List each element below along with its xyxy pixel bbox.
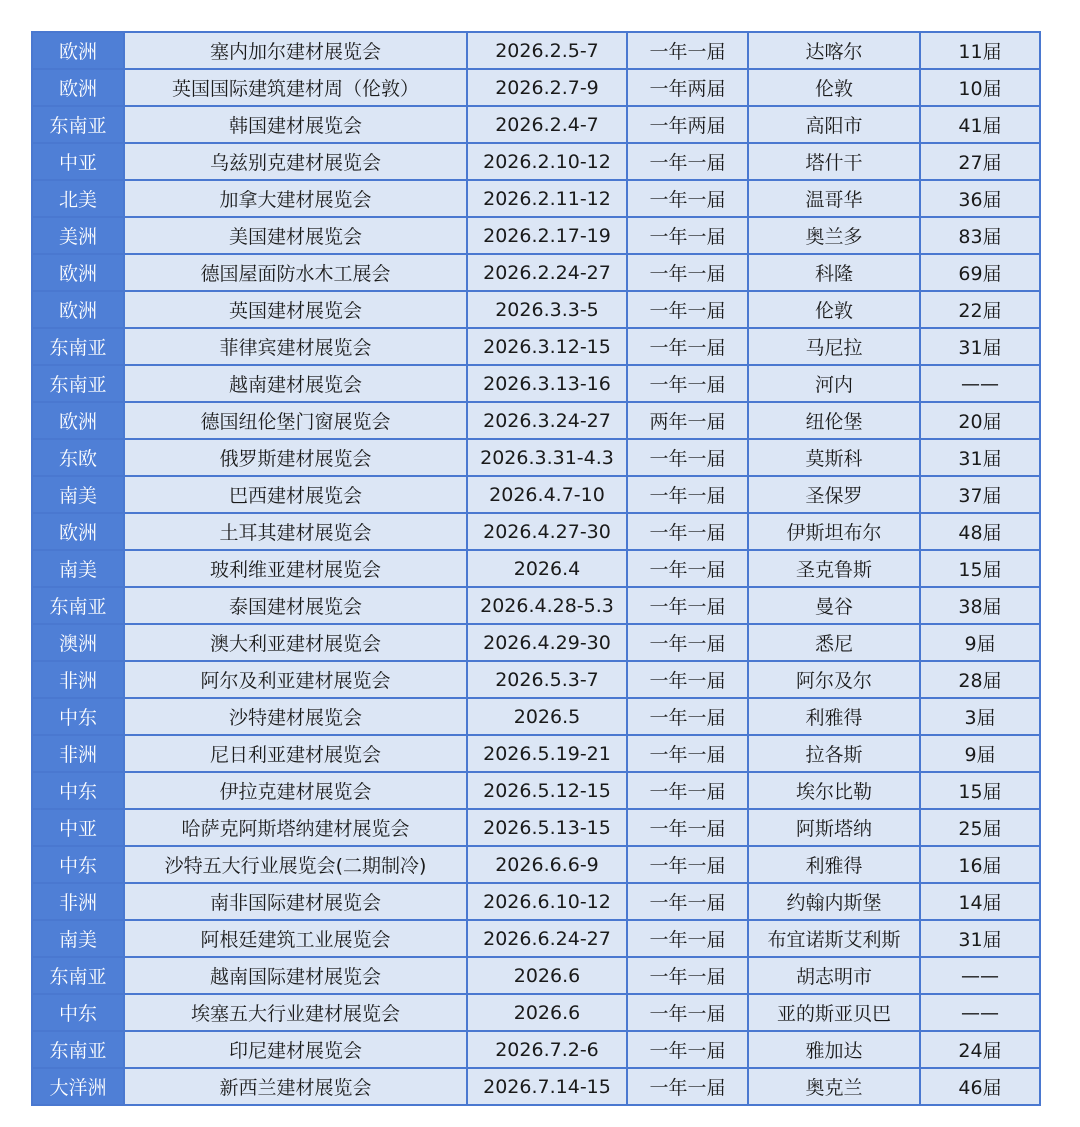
frequency-cell: 一年一届	[627, 180, 748, 217]
frequency-cell: 一年一届	[627, 624, 748, 661]
region-cell: 欧洲	[32, 513, 124, 550]
frequency-cell: 一年一届	[627, 1031, 748, 1068]
edition-cell: 36届	[920, 180, 1040, 217]
date-cell: 2026.2.11-12	[467, 180, 627, 217]
date-cell: 2026.2.4-7	[467, 106, 627, 143]
table-row	[32, 957, 1040, 994]
edition-cell: 41届	[920, 106, 1040, 143]
table-row	[32, 809, 1040, 846]
exhibition-name-cell: 巴西建材展览会	[124, 476, 467, 513]
edition-cell: 16届	[920, 846, 1040, 883]
table-row	[32, 883, 1040, 920]
city-cell: 雅加达	[748, 1031, 920, 1068]
frequency-cell: 一年一届	[627, 328, 748, 365]
exhibition-name-cell: 德国纽伦堡门窗展览会	[124, 402, 467, 439]
frequency-cell: 一年一届	[627, 698, 748, 735]
region-cell: 东南亚	[32, 365, 124, 402]
date-cell: 2026.7.14-15	[467, 1068, 627, 1105]
region-cell: 南美	[32, 920, 124, 957]
edition-cell: 46届	[920, 1068, 1040, 1105]
city-cell: 莫斯科	[748, 439, 920, 476]
exhibition-name-cell: 南非国际建材展览会	[124, 883, 467, 920]
exhibition-name-cell: 尼日利亚建材展览会	[124, 735, 467, 772]
table-row	[32, 32, 1040, 69]
region-cell: 中东	[32, 846, 124, 883]
table-row	[32, 550, 1040, 587]
table-row	[32, 328, 1040, 365]
frequency-cell: 一年一届	[627, 1068, 748, 1105]
table-row	[32, 476, 1040, 513]
frequency-cell: 一年一届	[627, 809, 748, 846]
region-cell: 中亚	[32, 143, 124, 180]
region-cell: 南美	[32, 476, 124, 513]
city-cell: 利雅得	[748, 698, 920, 735]
frequency-cell: 一年一届	[627, 772, 748, 809]
region-cell: 大洋洲	[32, 1068, 124, 1105]
frequency-cell: 一年一届	[627, 846, 748, 883]
region-cell: 非洲	[32, 661, 124, 698]
frequency-cell: 一年一届	[627, 587, 748, 624]
frequency-cell: 一年一届	[627, 254, 748, 291]
edition-cell: 15届	[920, 772, 1040, 809]
exhibition-name-cell: 越南建材展览会	[124, 365, 467, 402]
date-cell: 2026.3.12-15	[467, 328, 627, 365]
city-cell: 伦敦	[748, 291, 920, 328]
frequency-cell: 一年一届	[627, 439, 748, 476]
city-cell: 圣保罗	[748, 476, 920, 513]
region-cell: 东欧	[32, 439, 124, 476]
edition-cell: 69届	[920, 254, 1040, 291]
region-cell: 东南亚	[32, 106, 124, 143]
exhibition-name-cell: 韩国建材展览会	[124, 106, 467, 143]
city-cell: 伦敦	[748, 69, 920, 106]
frequency-cell: 一年一届	[627, 550, 748, 587]
frequency-cell: 一年两届	[627, 69, 748, 106]
edition-cell: 28届	[920, 661, 1040, 698]
table-row	[32, 180, 1040, 217]
edition-cell: ——	[920, 994, 1040, 1031]
date-cell: 2026.2.17-19	[467, 217, 627, 254]
table-row	[32, 994, 1040, 1031]
table-row	[32, 254, 1040, 291]
frequency-cell: 一年一届	[627, 365, 748, 402]
table-row	[32, 772, 1040, 809]
exhibition-name-cell: 英国国际建筑建材周（伦敦）	[124, 69, 467, 106]
table-row	[32, 920, 1040, 957]
city-cell: 悉尼	[748, 624, 920, 661]
city-cell: 奥兰多	[748, 217, 920, 254]
exhibition-table	[31, 31, 1041, 1106]
frequency-cell: 一年一届	[627, 883, 748, 920]
region-cell: 东南亚	[32, 587, 124, 624]
date-cell: 2026.4	[467, 550, 627, 587]
exhibition-name-cell: 塞内加尔建材展览会	[124, 32, 467, 69]
edition-cell: 14届	[920, 883, 1040, 920]
date-cell: 2026.6.24-27	[467, 920, 627, 957]
date-cell: 2026.2.10-12	[467, 143, 627, 180]
exhibition-name-cell: 印尼建材展览会	[124, 1031, 467, 1068]
edition-cell: 38届	[920, 587, 1040, 624]
exhibition-name-cell: 泰国建材展览会	[124, 587, 467, 624]
table-row	[32, 439, 1040, 476]
frequency-cell: 一年两届	[627, 106, 748, 143]
exhibition-name-cell: 澳大利亚建材展览会	[124, 624, 467, 661]
edition-cell: 37届	[920, 476, 1040, 513]
date-cell: 2026.4.7-10	[467, 476, 627, 513]
edition-cell: 10届	[920, 69, 1040, 106]
region-cell: 美洲	[32, 217, 124, 254]
table-row	[32, 624, 1040, 661]
exhibition-name-cell: 美国建材展览会	[124, 217, 467, 254]
edition-cell: 27届	[920, 143, 1040, 180]
date-cell: 2026.5.12-15	[467, 772, 627, 809]
date-cell: 2026.5.13-15	[467, 809, 627, 846]
table-row	[32, 1031, 1040, 1068]
date-cell: 2026.5.19-21	[467, 735, 627, 772]
date-cell: 2026.5.3-7	[467, 661, 627, 698]
date-cell: 2026.2.24-27	[467, 254, 627, 291]
table-row	[32, 513, 1040, 550]
edition-cell: 31届	[920, 439, 1040, 476]
frequency-cell: 一年一届	[627, 661, 748, 698]
city-cell: 曼谷	[748, 587, 920, 624]
table-row	[32, 846, 1040, 883]
city-cell: 拉各斯	[748, 735, 920, 772]
edition-cell: 48届	[920, 513, 1040, 550]
frequency-cell: 一年一届	[627, 735, 748, 772]
exhibition-name-cell: 菲律宾建材展览会	[124, 328, 467, 365]
date-cell: 2026.6.10-12	[467, 883, 627, 920]
region-cell: 欧洲	[32, 32, 124, 69]
table-row	[32, 587, 1040, 624]
edition-cell: 83届	[920, 217, 1040, 254]
frequency-cell: 一年一届	[627, 143, 748, 180]
date-cell: 2026.3.24-27	[467, 402, 627, 439]
table-row	[32, 1068, 1040, 1105]
edition-cell: 9届	[920, 735, 1040, 772]
region-cell: 澳洲	[32, 624, 124, 661]
table-row	[32, 143, 1040, 180]
table-row	[32, 735, 1040, 772]
table-row	[32, 291, 1040, 328]
exhibition-name-cell: 沙特建材展览会	[124, 698, 467, 735]
city-cell: 亚的斯亚贝巴	[748, 994, 920, 1031]
region-cell: 中东	[32, 772, 124, 809]
date-cell: 2026.3.3-5	[467, 291, 627, 328]
edition-cell: 31届	[920, 920, 1040, 957]
region-cell: 东南亚	[32, 328, 124, 365]
date-cell: 2026.7.2-6	[467, 1031, 627, 1068]
exhibition-name-cell: 德国屋面防水木工展会	[124, 254, 467, 291]
exhibition-name-cell: 加拿大建材展览会	[124, 180, 467, 217]
exhibition-name-cell: 乌兹别克建材展览会	[124, 143, 467, 180]
date-cell: 2026.6	[467, 994, 627, 1031]
exhibition-name-cell: 英国建材展览会	[124, 291, 467, 328]
edition-cell: 9届	[920, 624, 1040, 661]
exhibition-name-cell: 哈萨克阿斯塔纳建材展览会	[124, 809, 467, 846]
edition-cell: 15届	[920, 550, 1040, 587]
edition-cell: 31届	[920, 328, 1040, 365]
frequency-cell: 一年一届	[627, 994, 748, 1031]
region-cell: 非洲	[32, 883, 124, 920]
date-cell: 2026.6	[467, 957, 627, 994]
city-cell: 温哥华	[748, 180, 920, 217]
exhibition-name-cell: 玻利维亚建材展览会	[124, 550, 467, 587]
frequency-cell: 一年一届	[627, 217, 748, 254]
region-cell: 南美	[32, 550, 124, 587]
region-cell: 欧洲	[32, 291, 124, 328]
edition-cell: 25届	[920, 809, 1040, 846]
region-cell: 非洲	[32, 735, 124, 772]
exhibition-table-body	[32, 32, 1040, 1105]
region-cell: 中东	[32, 994, 124, 1031]
frequency-cell: 一年一届	[627, 476, 748, 513]
city-cell: 纽伦堡	[748, 402, 920, 439]
edition-cell: 3届	[920, 698, 1040, 735]
edition-cell: 11届	[920, 32, 1040, 69]
edition-cell: 22届	[920, 291, 1040, 328]
table-row	[32, 69, 1040, 106]
date-cell: 2026.4.27-30	[467, 513, 627, 550]
frequency-cell: 一年一届	[627, 32, 748, 69]
region-cell: 欧洲	[32, 69, 124, 106]
city-cell: 布宜诺斯艾利斯	[748, 920, 920, 957]
date-cell: 2026.3.13-16	[467, 365, 627, 402]
region-cell: 欧洲	[32, 254, 124, 291]
exhibition-name-cell: 土耳其建材展览会	[124, 513, 467, 550]
edition-cell: ——	[920, 957, 1040, 994]
frequency-cell: 一年一届	[627, 291, 748, 328]
exhibition-name-cell: 阿根廷建筑工业展览会	[124, 920, 467, 957]
city-cell: 阿尔及尔	[748, 661, 920, 698]
city-cell: 约翰内斯堡	[748, 883, 920, 920]
region-cell: 北美	[32, 180, 124, 217]
frequency-cell: 一年一届	[627, 957, 748, 994]
edition-cell: 24届	[920, 1031, 1040, 1068]
exhibition-name-cell: 新西兰建材展览会	[124, 1068, 467, 1105]
city-cell: 高阳市	[748, 106, 920, 143]
edition-cell: 20届	[920, 402, 1040, 439]
city-cell: 奥克兰	[748, 1068, 920, 1105]
date-cell: 2026.4.29-30	[467, 624, 627, 661]
frequency-cell: 一年一届	[627, 513, 748, 550]
exhibition-name-cell: 沙特五大行业展览会(二期制冷)	[124, 846, 467, 883]
table-row	[32, 217, 1040, 254]
city-cell: 马尼拉	[748, 328, 920, 365]
exhibition-name-cell: 伊拉克建材展览会	[124, 772, 467, 809]
region-cell: 欧洲	[32, 402, 124, 439]
exhibition-name-cell: 埃塞五大行业建材展览会	[124, 994, 467, 1031]
table-row	[32, 365, 1040, 402]
frequency-cell: 两年一届	[627, 402, 748, 439]
table-row	[32, 106, 1040, 143]
table-row	[32, 661, 1040, 698]
city-cell: 达喀尔	[748, 32, 920, 69]
city-cell: 胡志明市	[748, 957, 920, 994]
table-row	[32, 402, 1040, 439]
exhibition-name-cell: 阿尔及利亚建材展览会	[124, 661, 467, 698]
date-cell: 2026.2.5-7	[467, 32, 627, 69]
date-cell: 2026.4.28-5.3	[467, 587, 627, 624]
city-cell: 圣克鲁斯	[748, 550, 920, 587]
edition-cell: ——	[920, 365, 1040, 402]
date-cell: 2026.5	[467, 698, 627, 735]
table-row	[32, 698, 1040, 735]
city-cell: 利雅得	[748, 846, 920, 883]
city-cell: 科隆	[748, 254, 920, 291]
region-cell: 东南亚	[32, 1031, 124, 1068]
exhibition-name-cell: 越南国际建材展览会	[124, 957, 467, 994]
city-cell: 河内	[748, 365, 920, 402]
region-cell: 中东	[32, 698, 124, 735]
region-cell: 中亚	[32, 809, 124, 846]
city-cell: 塔什干	[748, 143, 920, 180]
date-cell: 2026.3.31-4.3	[467, 439, 627, 476]
city-cell: 埃尔比勒	[748, 772, 920, 809]
frequency-cell: 一年一届	[627, 920, 748, 957]
city-cell: 伊斯坦布尔	[748, 513, 920, 550]
city-cell: 阿斯塔纳	[748, 809, 920, 846]
exhibition-name-cell: 俄罗斯建材展览会	[124, 439, 467, 476]
region-cell: 东南亚	[32, 957, 124, 994]
date-cell: 2026.2.7-9	[467, 69, 627, 106]
date-cell: 2026.6.6-9	[467, 846, 627, 883]
